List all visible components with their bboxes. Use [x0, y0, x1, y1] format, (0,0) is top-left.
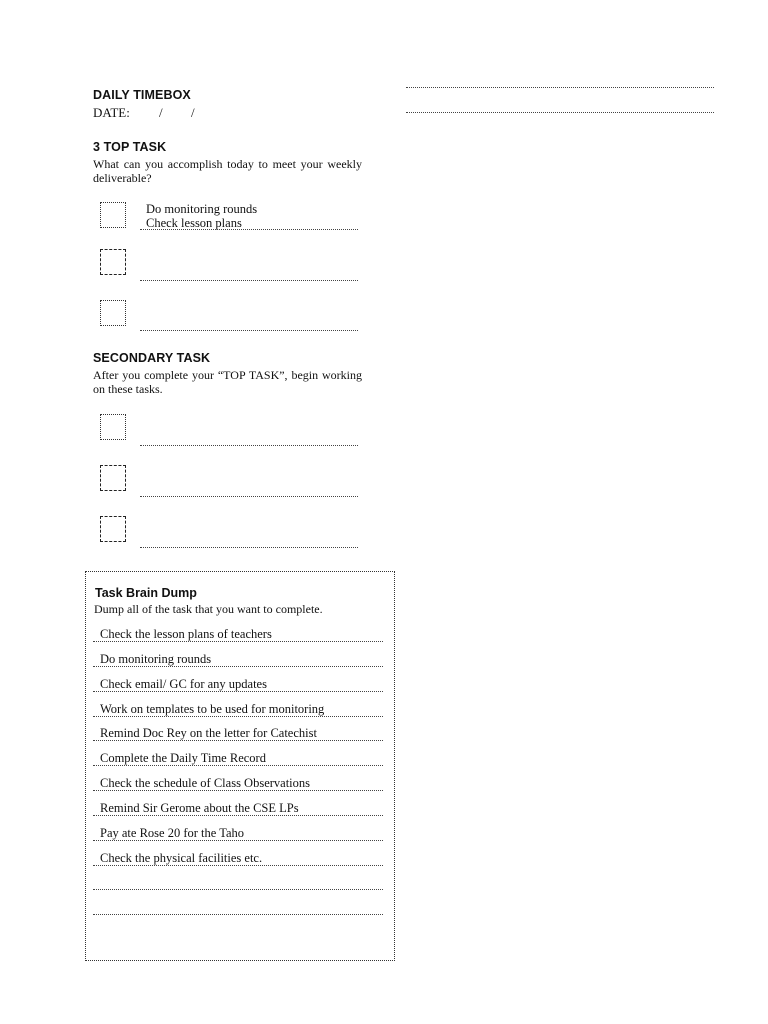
brain-dump-subtitle: Dump all of the task that you want to complete. — [94, 602, 323, 616]
task-line[interactable] — [140, 547, 358, 548]
section-description-top-task: What can you accomplish today to meet your weekly deliverable? — [93, 157, 362, 185]
task-checkbox[interactable] — [100, 465, 126, 491]
brain-dump-item: Pay ate Rose 20 for the Taho — [100, 826, 245, 840]
brain-dump-line[interactable] — [93, 716, 383, 717]
task-checkbox[interactable] — [100, 202, 126, 228]
brain-dump-item: Check the physical facilities etc. — [100, 851, 263, 865]
brain-dump-item: Check email/ GC for any updates — [100, 677, 267, 691]
task-line[interactable] — [140, 496, 358, 497]
brain-dump-item: Check the lesson plans of teachers — [100, 627, 272, 641]
brain-dump-item: Do monitoring rounds — [100, 652, 212, 666]
brain-dump-item: Remind Doc Rey on the letter for Catechist — [100, 726, 317, 740]
brain-dump-line[interactable] — [93, 914, 383, 915]
task-line[interactable] — [140, 229, 358, 230]
brain-dump-box — [85, 571, 395, 961]
brain-dump-line[interactable] — [93, 840, 383, 841]
brain-dump-line[interactable] — [93, 666, 383, 667]
brain-dump-line[interactable] — [93, 865, 383, 866]
task-line[interactable] — [140, 280, 358, 281]
task-text: Check lesson plans — [146, 216, 242, 230]
brain-dump-line[interactable] — [93, 740, 383, 741]
header-blank-line — [406, 112, 714, 113]
task-line[interactable] — [140, 330, 358, 331]
task-line[interactable] — [140, 445, 358, 446]
task-text: Do monitoring rounds — [146, 202, 258, 216]
brain-dump-line[interactable] — [93, 765, 383, 766]
page-title: DAILY TIMEBOX — [93, 88, 191, 102]
brain-dump-item: Check the schedule of Class Observations — [100, 776, 311, 790]
brain-dump-line[interactable] — [93, 815, 383, 816]
date-label: DATE: — [93, 105, 130, 120]
brain-dump-line[interactable] — [93, 641, 383, 642]
section-heading-secondary-task: SECONDARY TASK — [93, 351, 211, 365]
brain-dump-line[interactable] — [93, 790, 383, 791]
brain-dump-line[interactable] — [93, 889, 383, 890]
section-description-secondary-task: After you complete your “TOP TASK”, begin working on these tasks. — [93, 368, 362, 396]
brain-dump-item: Remind Sir Gerome about the CSE LPs — [100, 801, 299, 815]
date-field[interactable] — [93, 105, 195, 120]
brain-dump-line[interactable] — [93, 691, 383, 692]
date-separator: / — [191, 105, 195, 120]
brain-dump-item: Work on templates to be used for monitoring — [100, 702, 325, 716]
section-heading-top-task: 3 TOP TASK — [93, 140, 167, 154]
task-checkbox[interactable] — [100, 414, 126, 440]
date-separator: / — [159, 105, 163, 120]
task-checkbox[interactable] — [100, 516, 126, 542]
task-checkbox[interactable] — [100, 249, 126, 275]
brain-dump-title: Task Brain Dump — [95, 586, 197, 600]
task-checkbox[interactable] — [100, 300, 126, 326]
header-blank-line — [406, 87, 714, 88]
brain-dump-item: Complete the Daily Time Record — [100, 751, 266, 765]
